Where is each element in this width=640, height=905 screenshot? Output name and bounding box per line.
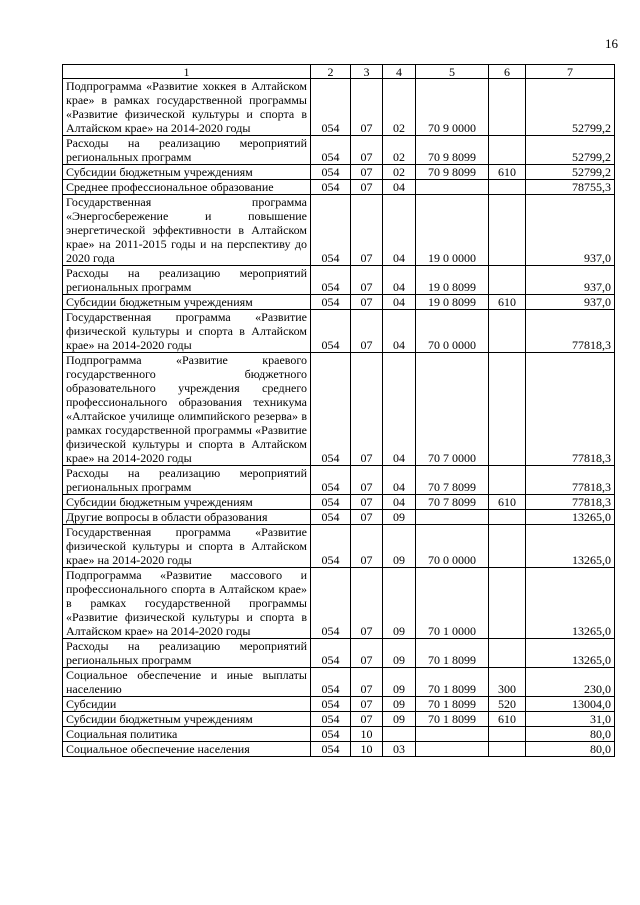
amount-cell: 13265,0 <box>526 525 615 568</box>
table-row <box>63 295 615 310</box>
expense-type-code-cell <box>489 466 526 495</box>
table-row <box>63 697 615 712</box>
target-item-code-cell <box>416 727 489 742</box>
table-row <box>63 727 615 742</box>
expense-name-cell: Подпрограмма «Развитие хоккея в Алтайском крае» в рамках государственной программы «Развитие физической культуры и спорта в Алтайском крае» на 2014-2020 годы <box>63 79 311 136</box>
table-row <box>63 266 615 295</box>
table-row <box>63 180 615 195</box>
ministry-code-cell: 054 <box>311 165 351 180</box>
subsection-code-cell: 03 <box>383 742 416 757</box>
expense-type-code-cell <box>489 510 526 525</box>
ministry-code-cell: 054 <box>311 727 351 742</box>
ministry-code-cell: 054 <box>311 712 351 727</box>
expense-type-code-cell <box>489 266 526 295</box>
ministry-code-cell: 054 <box>311 79 351 136</box>
table-row <box>63 568 615 639</box>
table-row <box>63 165 615 180</box>
expense-type-code-cell: 610 <box>489 712 526 727</box>
subsection-code-cell: 09 <box>383 639 416 668</box>
amount-cell: 13265,0 <box>526 510 615 525</box>
target-item-code-cell: 70 7 8099 <box>416 495 489 510</box>
table-row <box>63 310 615 353</box>
section-code-cell: 07 <box>351 79 383 136</box>
column-header: 6 <box>489 65 526 79</box>
expense-type-code-cell <box>489 79 526 136</box>
section-code-cell: 07 <box>351 136 383 165</box>
subsection-code-cell: 04 <box>383 266 416 295</box>
subsection-code-cell: 04 <box>383 495 416 510</box>
ministry-code-cell: 054 <box>311 310 351 353</box>
section-code-cell: 07 <box>351 712 383 727</box>
expense-name-cell: Субсидии <box>63 697 311 712</box>
ministry-code-cell: 054 <box>311 742 351 757</box>
amount-cell: 77818,3 <box>526 353 615 466</box>
expense-type-code-cell: 610 <box>489 295 526 310</box>
subsection-code-cell <box>383 727 416 742</box>
section-code-cell: 07 <box>351 568 383 639</box>
expense-type-code-cell <box>489 568 526 639</box>
table-row <box>63 79 615 136</box>
subsection-code-cell: 02 <box>383 165 416 180</box>
ministry-code-cell: 054 <box>311 525 351 568</box>
section-code-cell: 07 <box>351 466 383 495</box>
subsection-code-cell: 09 <box>383 525 416 568</box>
ministry-code-cell: 054 <box>311 195 351 266</box>
page-number: 16 <box>605 36 618 51</box>
expense-type-code-cell <box>489 742 526 757</box>
target-item-code-cell: 70 9 8099 <box>416 136 489 165</box>
expense-name-cell: Государственная программа «Развитие физической культуры и спорта в Алтайском крае» на 2014-2020 годы <box>63 525 311 568</box>
expense-type-code-cell <box>489 180 526 195</box>
expense-name-cell: Субсидии бюджетным учреждениям <box>63 165 311 180</box>
column-header: 4 <box>383 65 416 79</box>
ministry-code-cell: 054 <box>311 180 351 195</box>
amount-cell: 80,0 <box>526 742 615 757</box>
ministry-code-cell: 054 <box>311 639 351 668</box>
target-item-code-cell: 70 7 0000 <box>416 353 489 466</box>
section-code-cell: 07 <box>351 165 383 180</box>
section-code-cell: 07 <box>351 495 383 510</box>
section-code-cell: 10 <box>351 727 383 742</box>
subsection-code-cell: 04 <box>383 180 416 195</box>
ministry-code-cell: 054 <box>311 266 351 295</box>
amount-cell: 52799,2 <box>526 165 615 180</box>
expense-name-cell: Субсидии бюджетным учреждениям <box>63 295 311 310</box>
amount-cell: 13004,0 <box>526 697 615 712</box>
subsection-code-cell: 09 <box>383 712 416 727</box>
table-row <box>63 466 615 495</box>
subsection-code-cell: 04 <box>383 466 416 495</box>
expense-name-cell: Государственная программа «Развитие физической культуры и спорта в Алтайском крае» на 2014-2020 годы <box>63 310 311 353</box>
amount-cell: 13265,0 <box>526 568 615 639</box>
budget-table <box>62 64 615 757</box>
amount-cell: 937,0 <box>526 266 615 295</box>
section-code-cell: 07 <box>351 180 383 195</box>
table-row <box>63 668 615 697</box>
expense-name-cell: Государственная программа «Энергосбережение и повышение энергетической эффективности в Алтайском крае» на 2011-2015 годы и на перспективу до 2020 года <box>63 195 311 266</box>
expense-name-cell: Субсидии бюджетным учреждениям <box>63 495 311 510</box>
expense-name-cell: Подпрограмма «Развитие массового и профессионального спорта в Алтайском крае» в рамках государственной программы «Развитие физической культуры и спорта в Алтайском крае» на 2014-2020 годы <box>63 568 311 639</box>
column-header: 7 <box>526 65 615 79</box>
amount-cell: 78755,3 <box>526 180 615 195</box>
expense-name-cell: Социальная политика <box>63 727 311 742</box>
target-item-code-cell: 70 1 8099 <box>416 712 489 727</box>
header-row <box>63 65 615 79</box>
ministry-code-cell: 054 <box>311 136 351 165</box>
target-item-code-cell: 70 1 8099 <box>416 668 489 697</box>
column-header: 1 <box>63 65 311 79</box>
expense-type-code-cell <box>489 525 526 568</box>
section-code-cell: 10 <box>351 742 383 757</box>
amount-cell: 77818,3 <box>526 310 615 353</box>
section-code-cell: 07 <box>351 295 383 310</box>
ministry-code-cell: 054 <box>311 668 351 697</box>
section-code-cell: 07 <box>351 510 383 525</box>
ministry-code-cell: 054 <box>311 495 351 510</box>
target-item-code-cell <box>416 180 489 195</box>
expense-type-code-cell <box>489 353 526 466</box>
target-item-code-cell: 70 0 0000 <box>416 310 489 353</box>
expense-name-cell: Расходы на реализацию мероприятий региональных программ <box>63 266 311 295</box>
expense-type-code-cell: 610 <box>489 165 526 180</box>
subsection-code-cell: 09 <box>383 568 416 639</box>
amount-cell: 937,0 <box>526 195 615 266</box>
target-item-code-cell: 19 0 0000 <box>416 195 489 266</box>
table-row <box>63 712 615 727</box>
expense-name-cell: Субсидии бюджетным учреждениям <box>63 712 311 727</box>
subsection-code-cell: 02 <box>383 136 416 165</box>
target-item-code-cell: 70 9 0000 <box>416 79 489 136</box>
column-header: 3 <box>351 65 383 79</box>
subsection-code-cell: 02 <box>383 79 416 136</box>
expense-type-code-cell: 300 <box>489 668 526 697</box>
ministry-code-cell: 054 <box>311 353 351 466</box>
subsection-code-cell: 04 <box>383 353 416 466</box>
target-item-code-cell: 70 9 8099 <box>416 165 489 180</box>
section-code-cell: 07 <box>351 310 383 353</box>
expense-name-cell: Расходы на реализацию мероприятий региональных программ <box>63 136 311 165</box>
target-item-code-cell: 70 0 0000 <box>416 525 489 568</box>
target-item-code-cell <box>416 742 489 757</box>
column-header: 5 <box>416 65 489 79</box>
amount-cell: 52799,2 <box>526 136 615 165</box>
target-item-code-cell <box>416 510 489 525</box>
section-code-cell: 07 <box>351 697 383 712</box>
expense-name-cell: Расходы на реализацию мероприятий региональных программ <box>63 466 311 495</box>
section-code-cell: 07 <box>351 639 383 668</box>
amount-cell: 230,0 <box>526 668 615 697</box>
expense-type-code-cell <box>489 310 526 353</box>
amount-cell: 31,0 <box>526 712 615 727</box>
section-code-cell: 07 <box>351 195 383 266</box>
ministry-code-cell: 054 <box>311 568 351 639</box>
expense-name-cell: Другие вопросы в области образования <box>63 510 311 525</box>
amount-cell: 77818,3 <box>526 466 615 495</box>
expense-type-code-cell <box>489 195 526 266</box>
target-item-code-cell: 19 0 8099 <box>416 266 489 295</box>
target-item-code-cell: 70 1 0000 <box>416 568 489 639</box>
subsection-code-cell: 09 <box>383 510 416 525</box>
subsection-code-cell: 04 <box>383 295 416 310</box>
column-header: 2 <box>311 65 351 79</box>
table-row <box>63 353 615 466</box>
expense-name-cell: Подпрограмма «Развитие краевого государственного бюджетного образовательного учреждения среднего профессионального образования техникума «Алтайское училище олимпийского резерва» в рамках государственной программы «Развитие физической культуры и спорта в Алтайском крае» на 2014-2020 годы <box>63 353 311 466</box>
expense-type-code-cell: 520 <box>489 697 526 712</box>
expense-name-cell: Среднее профессиональное образование <box>63 180 311 195</box>
expense-type-code-cell <box>489 639 526 668</box>
amount-cell: 13265,0 <box>526 639 615 668</box>
expense-name-cell: Социальное обеспечение населения <box>63 742 311 757</box>
table-row <box>63 510 615 525</box>
amount-cell: 52799,2 <box>526 79 615 136</box>
target-item-code-cell: 70 1 8099 <box>416 639 489 668</box>
expense-name-cell: Расходы на реализацию мероприятий региональных программ <box>63 639 311 668</box>
expense-type-code-cell <box>489 727 526 742</box>
ministry-code-cell: 054 <box>311 295 351 310</box>
amount-cell: 77818,3 <box>526 495 615 510</box>
section-code-cell: 07 <box>351 525 383 568</box>
table-row <box>63 525 615 568</box>
ministry-code-cell: 054 <box>311 697 351 712</box>
section-code-cell: 07 <box>351 266 383 295</box>
ministry-code-cell: 054 <box>311 510 351 525</box>
amount-cell: 80,0 <box>526 727 615 742</box>
target-item-code-cell: 19 0 8099 <box>416 295 489 310</box>
ministry-code-cell: 054 <box>311 466 351 495</box>
table-row <box>63 639 615 668</box>
expense-type-code-cell <box>489 136 526 165</box>
section-code-cell: 07 <box>351 668 383 697</box>
subsection-code-cell: 04 <box>383 195 416 266</box>
subsection-code-cell: 09 <box>383 697 416 712</box>
subsection-code-cell: 09 <box>383 668 416 697</box>
expense-type-code-cell: 610 <box>489 495 526 510</box>
table-row <box>63 136 615 165</box>
expense-name-cell: Социальное обеспечение и иные выплаты населению <box>63 668 311 697</box>
table-body <box>63 79 615 757</box>
table-row <box>63 495 615 510</box>
subsection-code-cell: 04 <box>383 310 416 353</box>
amount-cell: 937,0 <box>526 295 615 310</box>
target-item-code-cell: 70 1 8099 <box>416 697 489 712</box>
table-row <box>63 195 615 266</box>
table-row <box>63 742 615 757</box>
target-item-code-cell: 70 7 8099 <box>416 466 489 495</box>
section-code-cell: 07 <box>351 353 383 466</box>
